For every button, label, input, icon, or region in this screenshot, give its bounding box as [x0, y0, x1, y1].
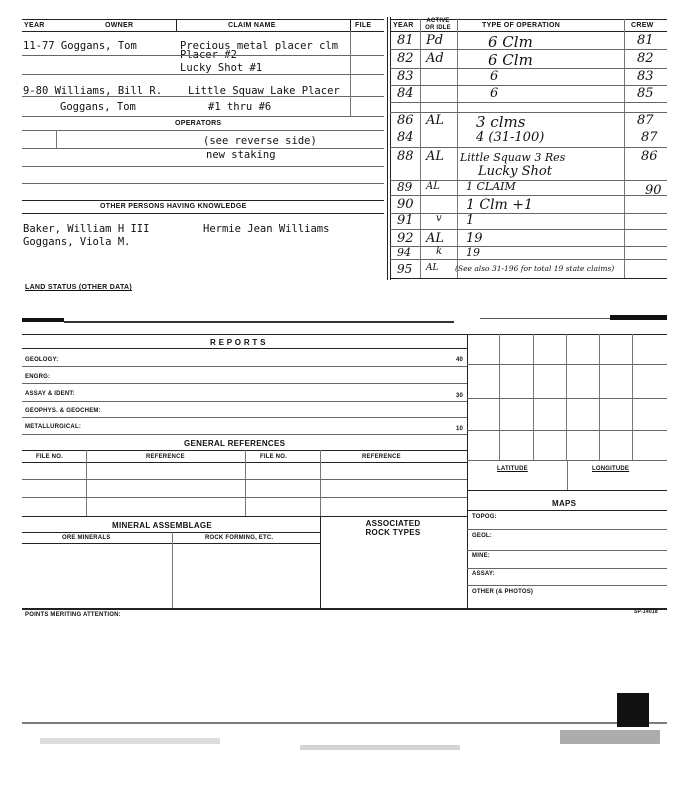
scan-smudge: [22, 722, 667, 724]
reports-rule: [22, 417, 467, 418]
header-file: FILE: [355, 22, 372, 29]
activity-header-rule: [390, 31, 667, 32]
maps-rule: [467, 568, 667, 569]
activity-status: Ad: [426, 51, 444, 66]
activity-type: 1 Clm +1: [466, 197, 533, 213]
references-column: REFERENCE: [362, 454, 401, 460]
activity-col-divider: [420, 19, 421, 278]
report-label: ENGRG:: [25, 374, 51, 380]
activity-rule: [390, 229, 667, 230]
activity-type: 1 CLAIM: [466, 180, 516, 193]
references-col-divider: [320, 450, 321, 516]
header-owner: OWNER: [105, 22, 134, 29]
bottom-rule: [22, 608, 667, 610]
header-divider: [176, 19, 177, 31]
activity-type: 3 clms: [476, 113, 526, 131]
mineral-divider: [320, 516, 321, 608]
activity-header-year: YEAR: [393, 22, 414, 29]
maps-item: TOPOG:: [472, 514, 497, 520]
lat-long-divider: [567, 460, 568, 490]
activity-left-border: [387, 17, 388, 280]
activity-year: 84: [397, 130, 414, 145]
reports-rule: [22, 383, 467, 384]
grid-line: [467, 364, 667, 365]
activity-year: 82: [397, 51, 414, 66]
operators-label: OPERATORS: [175, 120, 222, 127]
mineral-rule: [22, 543, 320, 544]
activity-crew: 82: [637, 51, 654, 66]
claim-name: Placer #2: [180, 49, 237, 61]
activity-year: 88: [397, 149, 414, 164]
activity-rule: [390, 68, 667, 69]
header-claim-name: CLAIM NAME: [228, 22, 276, 29]
references-rule: [22, 516, 467, 517]
activity-rule: [390, 195, 667, 196]
activity-year: 91: [397, 213, 414, 228]
activity-type: 19: [466, 231, 483, 246]
activity-status: AL: [426, 149, 445, 164]
activity-type: 19: [466, 246, 480, 259]
claim-year-owner: 9-80 Williams, Bill R.: [23, 85, 163, 97]
activity-rule: [390, 49, 667, 50]
maps-item: ASSAY:: [472, 571, 495, 577]
reports-title: R E P O R T S: [210, 338, 266, 347]
reports-top-rule: [22, 334, 667, 335]
maps-rule: [467, 585, 667, 586]
associated-rock-line: ASSOCIATED: [365, 519, 421, 528]
row-rule: [22, 74, 384, 75]
report-label: GEOPHYS. & GEOCHEM:: [25, 408, 101, 414]
header-bottom-rule: [22, 31, 384, 32]
report-code: 40: [456, 357, 464, 363]
row-rule: [22, 213, 384, 214]
ore-minerals-label: ORE MINERALS: [62, 535, 111, 541]
activity-year: 89: [397, 180, 413, 194]
rock-forming-label: ROCK FORMING, ETC.: [205, 535, 274, 541]
report-label: ASSAY & IDENT:: [25, 391, 75, 397]
reports-rule: [22, 348, 467, 349]
activity-type: 6 Clm: [488, 33, 533, 51]
activity-type: Little Squaw 3 Res: [460, 151, 566, 164]
maps-item: OTHER (& PHOTOS): [472, 589, 534, 595]
maps-rule: [467, 550, 667, 551]
operators-note: new staking: [206, 149, 276, 161]
header-top-rule: [22, 19, 384, 20]
scan-smudge: [300, 745, 460, 750]
row-rule: [22, 96, 384, 97]
claim-name: Little Squaw Lake Placer: [188, 85, 340, 97]
activity-crew: 85: [637, 86, 654, 101]
activity-year: 86: [397, 113, 414, 128]
scan-smudge: [610, 315, 667, 320]
activity-year: 81: [397, 33, 414, 48]
activity-crew: 87: [641, 130, 658, 145]
grid-line: [499, 334, 500, 460]
activity-rule: [390, 147, 667, 148]
activity-year: 94: [397, 246, 411, 259]
activity-type: 6: [490, 69, 499, 84]
operators-note: (see reverse side): [203, 135, 317, 147]
scan-smudge: [560, 730, 660, 744]
knowledge-label: OTHER PERSONS HAVING KNOWLEDGE: [100, 203, 247, 210]
activity-header-type: TYPE OF OPERATION: [482, 22, 561, 29]
activity-crew: 83: [637, 69, 654, 84]
references-rule: [22, 479, 467, 480]
claim-owner: Goggans, Tom: [60, 101, 136, 113]
points-meriting-attention: POINTS MERITING ATTENTION:: [25, 612, 121, 618]
activity-type: Lucky Shot: [478, 164, 552, 179]
grid-line: [566, 334, 567, 460]
row-rule: [22, 148, 384, 149]
activity-year: 84: [397, 86, 414, 101]
longitude-label: LONGITUDE: [592, 466, 630, 472]
activity-year: 92: [397, 231, 414, 246]
grid-line: [632, 334, 633, 460]
mineral-rule: [22, 532, 320, 533]
references-col-divider: [86, 450, 87, 516]
activity-type: (See also 31-196 for total 19 state claims): [455, 264, 615, 273]
maps-rule: [467, 490, 667, 491]
row-rule: [22, 183, 384, 184]
activity-header-idle: OR IDLE: [425, 25, 451, 31]
activity-year: 95: [397, 262, 413, 276]
knowledge-person: Goggans, Viola M.: [23, 236, 131, 248]
latitude-label: LATITUDE: [497, 466, 528, 472]
activity-bottom-rule: [390, 278, 667, 279]
row-rule: [22, 130, 384, 131]
references-column: FILE NO.: [260, 454, 287, 460]
form-number: SP-14018: [634, 609, 658, 615]
associated-rock-label: [352, 519, 434, 537]
activity-type: 6: [490, 86, 499, 101]
activity-rule: [390, 85, 667, 86]
reports-rule: [22, 366, 467, 367]
references-column: REFERENCE: [146, 454, 185, 460]
activity-rule: [390, 259, 667, 260]
activity-year: 90: [397, 197, 414, 212]
activity-left-border: [390, 17, 391, 280]
activity-rule: [390, 213, 667, 214]
claim-name: Precious metal placer clm: [180, 40, 339, 52]
activity-type: 4 (31-100): [476, 130, 545, 145]
activity-header-active: ACTIVE: [426, 18, 450, 24]
report-label: METALLURGICAL:: [25, 424, 82, 430]
maps-rule: [467, 510, 667, 511]
maps-item: MINE:: [472, 553, 490, 559]
reports-rule: [22, 401, 467, 402]
activity-status: k: [436, 246, 443, 257]
scan-smudge: [22, 318, 64, 322]
references-rule: [22, 497, 467, 498]
header-year: YEAR: [24, 22, 45, 29]
mineral-divider: [172, 532, 173, 608]
activity-crew: 86: [641, 149, 658, 164]
activity-year: 83: [397, 69, 414, 84]
references-column: FILE NO.: [36, 454, 63, 460]
land-status-label: LAND STATUS (OTHER DATA): [25, 284, 133, 291]
activity-status: AL: [426, 181, 440, 192]
operators-divider: [56, 130, 57, 148]
general-references-title: GENERAL REFERENCES: [184, 439, 286, 448]
maps-item: GEOL:: [472, 533, 492, 539]
grid-line: [467, 398, 667, 399]
grid-line: [599, 334, 600, 460]
claim-year-owner: 11-77 Goggans, Tom: [23, 40, 137, 52]
row-rule: [22, 200, 384, 201]
activity-status: AL: [426, 231, 445, 246]
grid-line: [533, 334, 534, 460]
row-rule: [22, 116, 384, 117]
activity-col-divider: [624, 19, 625, 278]
activity-status: AL: [426, 263, 439, 273]
activity-rule: [390, 102, 667, 103]
claim-name: #1 thru #6: [208, 101, 272, 113]
header-divider: [350, 19, 351, 31]
separator-rule: [480, 318, 610, 319]
activity-crew: 90: [645, 183, 662, 198]
activity-col-divider: [457, 19, 458, 278]
activity-type: 6 Clm: [488, 51, 533, 69]
maps-rule: [467, 529, 667, 530]
scan-smudge: [40, 738, 220, 744]
claim-name: Lucky Shot #1: [180, 62, 263, 74]
activity-status: AL: [426, 113, 445, 128]
separator-rule: [64, 321, 454, 323]
references-col-divider: [245, 450, 246, 516]
report-code: 10: [456, 426, 464, 432]
activity-type: 1: [466, 213, 475, 228]
activity-status: Pd: [426, 33, 444, 48]
file-column-rule: [350, 31, 351, 116]
activity-rule: [390, 246, 667, 247]
row-rule: [22, 166, 384, 167]
grid-line: [467, 430, 667, 431]
report-code: 30: [456, 393, 464, 399]
reports-rule: [22, 434, 467, 435]
right-column-border: [467, 334, 468, 608]
activity-status: v: [436, 213, 442, 224]
maps-title: MAPS: [552, 499, 577, 508]
knowledge-person: Baker, William H III: [23, 223, 150, 235]
activity-header-crew: CREW: [631, 22, 654, 29]
mineral-assemblage-title: MINERAL ASSEMBLAGE: [112, 521, 213, 530]
report-label: GEOLOGY:: [25, 357, 59, 363]
activity-crew: 87: [637, 113, 654, 128]
activity-crew: 81: [637, 33, 654, 48]
row-rule: [22, 55, 384, 56]
knowledge-person: Hermie Jean Williams: [203, 223, 330, 235]
associated-rock-line: ROCK TYPES: [365, 528, 421, 537]
